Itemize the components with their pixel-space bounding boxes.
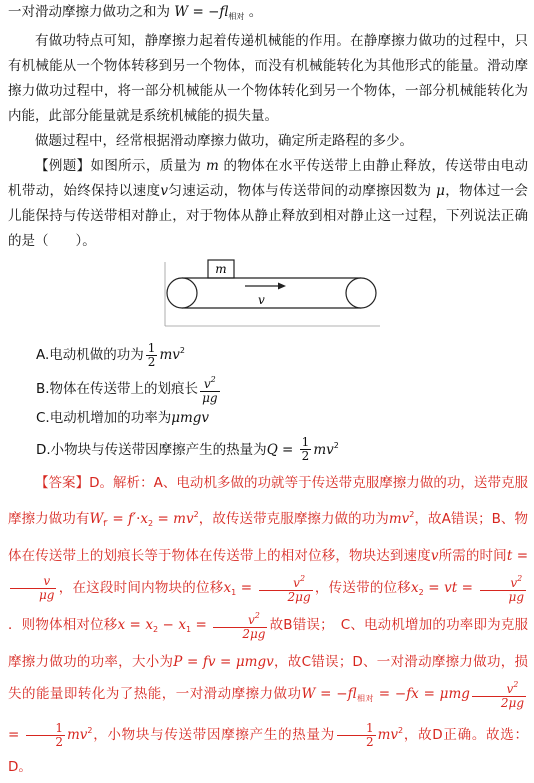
right-pulley — [346, 278, 376, 308]
option-b[interactable]: B.物体在传送带上的划痕长 $\frac{v^2}{\mu g}$ — [36, 374, 218, 405]
paragraph-friction: 有做功特点可知，静摩擦力起着传递机械能的作用。在静摩擦力做功的过程中，只有机械能从一个物体转移到另一个物体，而没有机械能转化为其他形式的能量。滑动摩擦力做功过程中，将一部分机械能从一个物体转化到另一个物体，一部分机械能转化为内能，此部分能量就是系统机械能的损失量。 — [8, 33, 528, 124]
option-c[interactable]: C.电动机增加的功率为μmgv — [36, 409, 210, 426]
arrow-head — [278, 283, 286, 290]
example-question: 【例题】如图所示，质量为 m 的物体在水平传送带上由静止释放，传送带由电动机带动，始终保持以速度v匀速运动，物体与传送带间的动摩擦因数为 μ，物体过一会儿能保持与传送带相对静止，对于物体从静止释放到相对静止这一过程，下列说法正确的是（ ）。 — [8, 158, 529, 249]
option-d[interactable]: D.小物块与传送带因摩擦产生的热量为Q = $\frac{1}{2}$ $mv^2$ — [36, 435, 339, 463]
answer-text: 【答案】D。解析：A、电动机多做的功就等于传送带克服摩擦力做的功，送带克服摩擦力做功有$W_{f'} = f'\cdot x_2 = mv^2$，故传送带克服摩擦力做的功为$mv^2$，故A错误；B、物体在传送带上的划痕长等于物体在传送带上的相对位移，物块达到速度v所需的时间t = $\frac{v}{\mu g}$ ，在这段时间内物块的位移$x_1$ = $\frac{v^2}{2\mu g}$ ，传送带的位移$x_2$ = vt = $\frac{v^2}{\mu g}$ ．则物体相对位移$x = x_2 - x_1$ = $\frac{v^2}{2\mu g}$ 故B错误； C、电动机增加的功率即为克服摩擦力做功的功率，大小为P = fv = μmgv，故C错误；D、一对滑动摩擦力做功，损失的能量即转化为了热能，一对滑动摩擦力做功$W = -fl_{相对} = -fx = \mu mg$ $\frac{v^2}{2\mu g}$ = $\frac{1}{2}$ $mv^2$，小物块与传送带因摩擦产生的热量为 $\frac{1}{2}$ $mv^2$，故D正确。故选：D。 — [8, 475, 529, 775]
text-l1-end: 。 — [248, 4, 263, 20]
left-pulley — [167, 278, 197, 308]
text-line-1: 一对滑动摩擦力做功之和为 $W = -fl_{相对}$ 。 — [8, 4, 263, 21]
conveyor-diagram — [8, 254, 528, 340]
velocity-label: v — [258, 293, 265, 307]
conveyor-figure — [8, 254, 528, 340]
text-l1: 一对滑动摩擦力做功之和为 — [8, 4, 170, 20]
block-label: m — [215, 262, 227, 276]
paragraph-tip: 做题过程中，经常根据滑动摩擦力做功，确定所走路程的多少。 — [35, 133, 413, 149]
option-a[interactable]: A.电动机做的功为 $\frac{1}{2}$ $mv^2$ — [36, 340, 185, 369]
example-tag: 【例题】 — [35, 158, 91, 174]
answer-section — [8, 467, 528, 783]
